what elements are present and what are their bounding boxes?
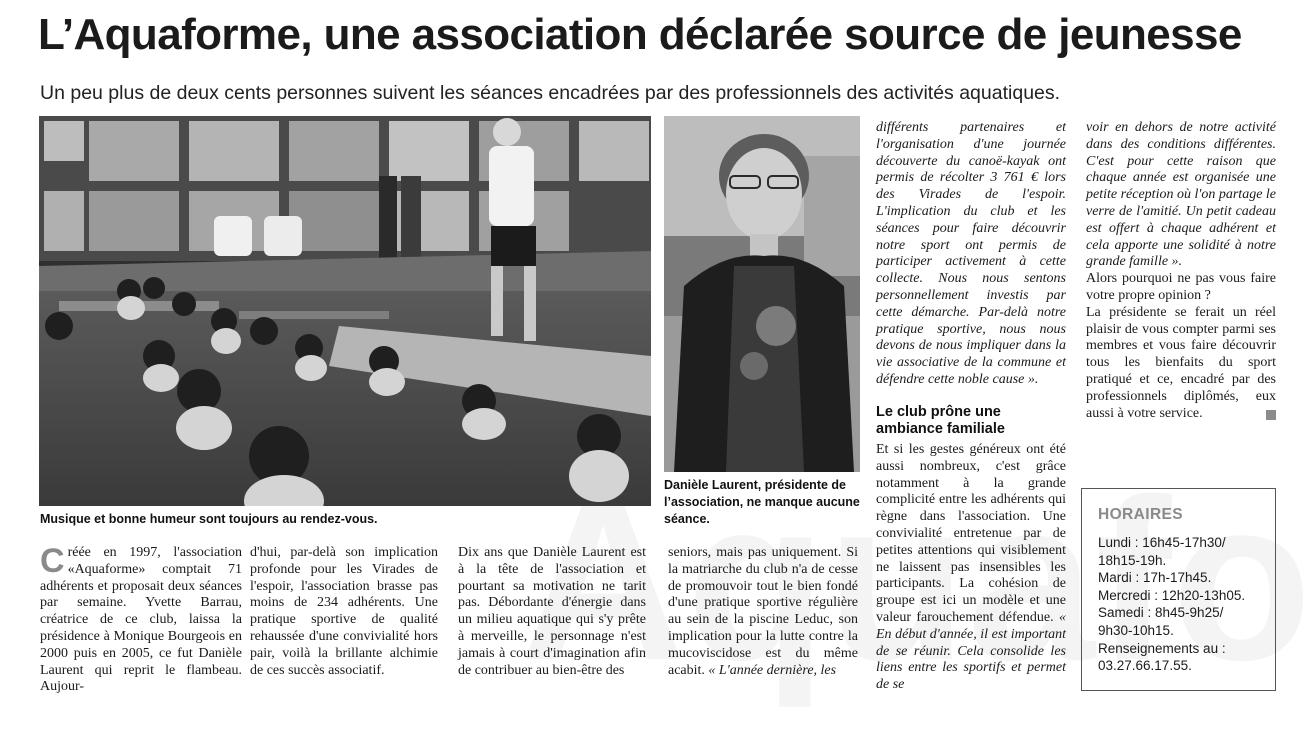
column-5b-quote: « En début d'année, il est important de se réunir. Cela consolide les liens entre les sportifs et permet de se bbox=[876, 609, 1066, 693]
column-2-text: d'hui, par-delà son implication profonde pour les Virades de l'espoir, l'association brasse pas moins de 234 adhérents. Une pratique sportive de qualité rehaussée d'une convivialité hors pair, voilà la brillante alchimie de ces succès associatif. bbox=[250, 545, 438, 678]
article-column-1 bbox=[40, 542, 242, 696]
article-column-5-continued bbox=[876, 442, 1066, 694]
headline: L’Aquaforme, une association déclarée source de jeunesse bbox=[38, 10, 1242, 59]
column-6-paragraph-2: Alors pourquoi ne pas vous faire votre propre opinion ? bbox=[1086, 271, 1276, 303]
hours-box bbox=[1081, 488, 1276, 691]
column-3-text: Dix ans que Danièle Laurent est à la tête de l'association et pourtant sa motivation ne tarit pas. Débordante d'énergie dans un milieu aquatique qui s'y prête à merveille, le personnage n'est jamais à court d'imagination afin de contribuer au bien-être des bbox=[458, 545, 646, 678]
column-5-quote: différents partenaires et l'organisation d'une journée découverte du canoë-kayak ont permis de récolter 3 761 € lors des Virades de l'espoir. L'implication du club et les séances pour faire découvrir notre sport ont permis de participer activement à cette collecte. Nous nous sentons personnellement investis par cette démarche. Par-delà notre pratique sportive, nous nous devons de nous impliquer dans la vie associative de la commune et défendre cette noble cause ». bbox=[876, 120, 1066, 387]
column-4-text: seniors, mais pas uniquement. Si la matriarche du club n'a de cesse de promouvoir tout le bien fondé d'une pratique sportive régulière au sein de la piscine Leduc, son implication pour la lutte contre la mucoviscidose est du même acabit. bbox=[668, 545, 858, 678]
column-6-paragraph-3: La présidente se ferait un réel plaisir de vous compter parmi ses membres et vous faire découvrir tous les bienfaits du sport pratiqué et ce, encadré par des professionnels diplômés, eux aussi à votre service. bbox=[1086, 304, 1276, 421]
column-6-quote: voir en dehors de notre activité dans des conditions différentes. C'est pour cette raison que chaque année est organisée une petite réception où l'on partage le verre de l'amitié. Un petit cadeau est offert à chaque adhérent et cela apporte une solidité à notre grande famille ». bbox=[1086, 120, 1277, 270]
article-column-6 bbox=[1086, 120, 1276, 422]
hours-line: Mardi : 17h-17h45. bbox=[1098, 570, 1212, 586]
end-of-article-square-icon bbox=[1266, 410, 1276, 420]
hours-line: Lundi : 16h45-17h30/ bbox=[1098, 535, 1226, 550]
standfirst: Un peu plus de deux cents personnes suivent les séances encadrées par des professionnels des activités aquatiques. bbox=[40, 82, 1061, 104]
article-column-5 bbox=[876, 120, 1066, 389]
main-photo bbox=[39, 116, 651, 506]
drop-cap: C bbox=[40, 542, 65, 580]
column-5b-text: Et si les gestes généreux ont été aussi nombreux, c'est grâce notamment à la grande complicité entre les adhérents qui règne dans l'association. Une convivialité entretenue par de petites attentions qui visiblement ne laissent pas insensibles les participants. La cohésion de groupe est ici un modèle et une valeur farouchement défendue. bbox=[876, 442, 1066, 625]
article-column-4 bbox=[668, 545, 858, 679]
hours-line: Mercredi : 12h20-13h05. bbox=[1098, 587, 1246, 603]
hours-line: 9h30-10h15. bbox=[1098, 622, 1174, 638]
hours-line: 18h15-19h. bbox=[1098, 552, 1167, 568]
column-1-text: réée en 1997, l'association «Aquaforme» comptait 71 adhérents et proposait deux séances par semaine. Yvette Barrau, créatrice de ce club, laissa la présidence à Monique Bourgeois en 2000 puis en 2005, ce fut Danièle Laurent qui reprit le flambeau. Aujour- bbox=[40, 545, 242, 695]
hours-line: 03.27.66.17.55. bbox=[1098, 658, 1192, 674]
portrait-photo-caption: Danièle Laurent, présidente de l’association, ne manque aucune séance. bbox=[664, 478, 860, 526]
hours-line: Renseignements au : bbox=[1098, 640, 1226, 656]
column-4-quote: « L'année dernière, les bbox=[708, 662, 837, 678]
hours-title: HORAIRES bbox=[1098, 506, 1184, 523]
article-column-2 bbox=[250, 545, 438, 679]
article-column-3 bbox=[458, 545, 646, 679]
portrait-photo bbox=[664, 116, 860, 472]
section-subhead: Le club prône une ambiance familiale bbox=[876, 404, 1005, 437]
main-photo-caption: Musique et bonne humeur sont toujours au rendez-vous. bbox=[40, 512, 378, 526]
hours-line: Samedi : 8h45-9h25/ bbox=[1098, 605, 1224, 621]
